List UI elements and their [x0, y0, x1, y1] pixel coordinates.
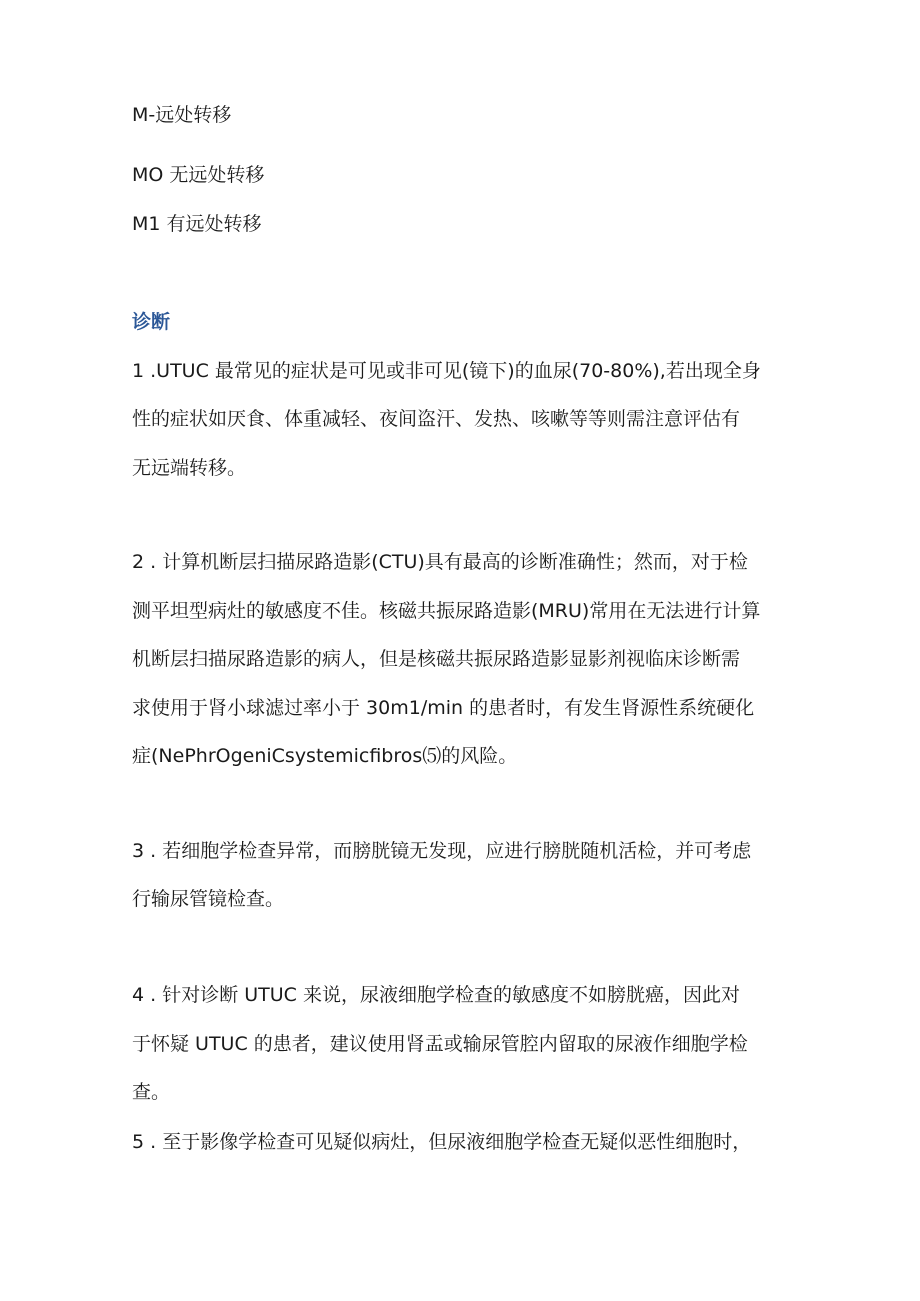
paragraph-4-line-1: 4 . 针对诊断 UTUC 来说，尿液细胞学检查的敏感度不如膀胱癌，因此对 [132, 984, 740, 1006]
paragraph-5-line-1: 5 . 至于影像学检查可见疑似病灶，但尿液细胞学检查无疑似恶性细胞时， [132, 1131, 752, 1153]
paragraph-1-line-2: 性的症状如厌食、体重减轻、夜间盗汗、发热、咳嗽等等则需注意评估有 [132, 408, 741, 430]
m0-stage: MO 无远处转移 [132, 164, 265, 186]
section-heading-diagnosis: 诊断 [132, 311, 171, 333]
m-stage-title: M-远处转移 [132, 104, 232, 126]
paragraph-2-line-4: 求使用于肾小球滤过率小于 30m1∕min 的患者时，有发生肾源性系统硬化 [132, 697, 755, 719]
paragraph-2-line-5: 症(NePhrOgeniCsystemicfibros⑸的风险。 [132, 745, 518, 767]
m1-stage: M1 有远处转移 [132, 213, 262, 235]
paragraph-3-line-1: 3 . 若细胞学检查异常，而膀胱镜无发现，应进行膀胱随机活检，并可考虑 [132, 840, 752, 862]
paragraph-1-line-3: 无远端转移。 [132, 457, 247, 479]
paragraph-2-line-2: 测平坦型病灶的敏感度不佳。核磁共振尿路造影(MRU)常用在无法进行计算 [132, 600, 761, 622]
paragraph-2-line-3: 机断层扫描尿路造影的病人，但是核磁共振尿路造影显影剂视临床诊断需 [132, 648, 741, 670]
paragraph-1-line-1: 1 .UTUC 最常见的症状是可见或非可见(镜下)的血尿(70-80%),若出现全身 [132, 360, 761, 382]
paragraph-4-line-2: 于怀疑 UTUC 的患者，建议使用肾盂或输尿管腔内留取的尿液作细胞学检 [132, 1033, 748, 1055]
paragraph-2-line-1: 2 . 计算机断层扫描尿路造影(CTU)具有最高的诊断准确性；然而，对于检 [132, 551, 748, 573]
paragraph-3-line-2: 行输尿管镜检查。 [132, 888, 285, 910]
paragraph-4-line-3: 查。 [132, 1081, 171, 1103]
